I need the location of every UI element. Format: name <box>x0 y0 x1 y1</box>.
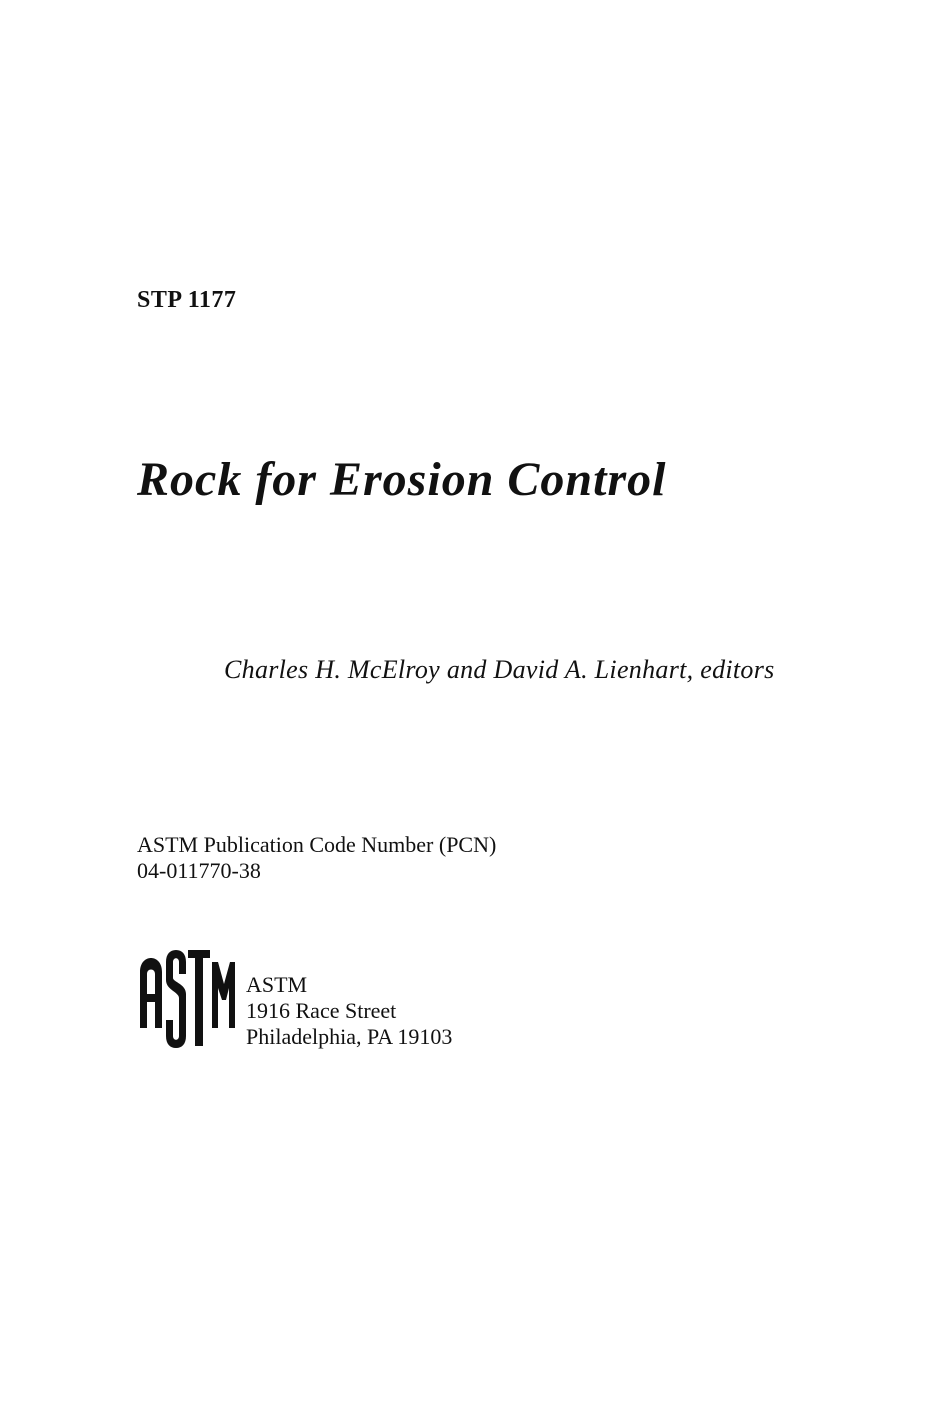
book-title: Rock for Erosion Control <box>137 453 667 506</box>
publication-code-block <box>137 832 496 884</box>
editors-line: Charles H. McElroy and David A. Lienhart, editors <box>224 655 775 684</box>
publisher-street: 1916 Race Street <box>246 998 397 1023</box>
series-number: STP 1177 <box>137 287 237 313</box>
publisher-address <box>246 972 452 1050</box>
pcn-label: ASTM Publication Code Number (PCN) <box>137 832 497 857</box>
publisher-city: Philadelphia, PA 19103 <box>246 1024 453 1049</box>
astm-logo-icon <box>138 948 236 1050</box>
publisher-name: ASTM <box>246 972 308 997</box>
pcn-code: 04-011770-38 <box>137 858 261 883</box>
